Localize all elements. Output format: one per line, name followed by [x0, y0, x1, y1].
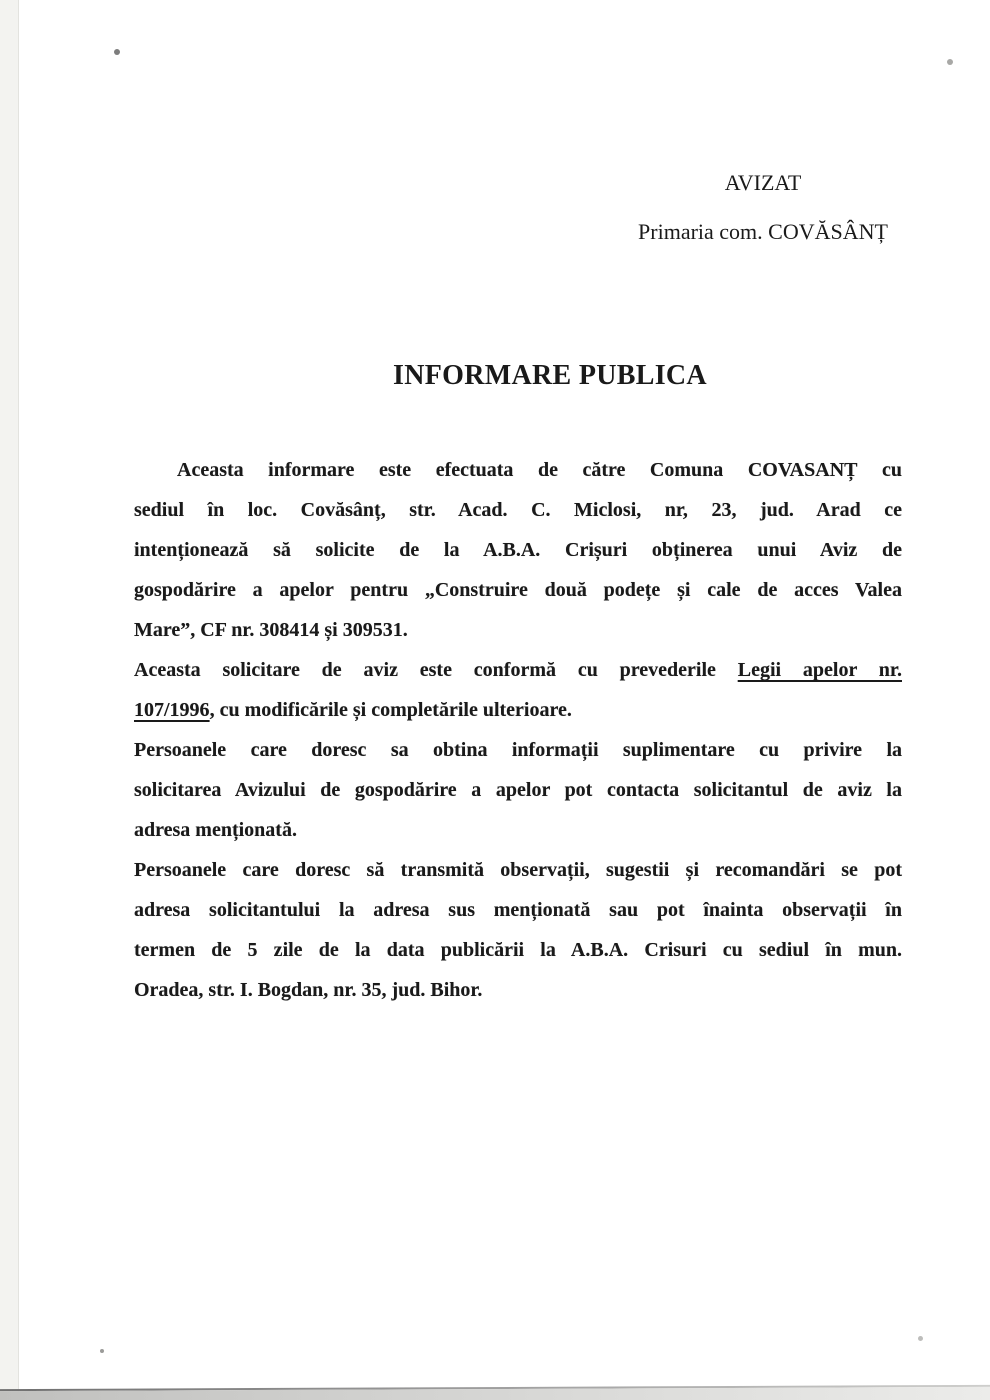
text-segment: , cu modificările și completările ulterioare.	[209, 699, 572, 721]
underlined-law-reference: Legii apelor nr.	[737, 659, 902, 681]
text-segment: Aceasta solicitare de aviz este conformă cu prevederile	[134, 659, 738, 681]
text-line: Persoanele care doresc să transmită observații, sugestii și recomandări se pot	[134, 859, 902, 881]
text-line	[134, 690, 902, 730]
text-line: intenționează să solicite de la A.B.A. Crișuri obținerea unui Aviz de	[134, 539, 902, 561]
paragraph-legal-basis	[134, 650, 902, 730]
text-line: gospodărire a apelor pentru „Construire două podețe și cale de acces Valea	[134, 579, 902, 601]
approval-authority: Primaria com. COVĂSÂNȚ	[638, 219, 888, 244]
document-title: INFORMARE PUBLICA	[393, 360, 707, 391]
scan-speck	[100, 1349, 104, 1353]
text-line: adresa solicitantului la adresa sus menționată sau pot înainta observații în	[134, 899, 902, 921]
text-line: Aceasta informare este efectuata de către Comuna COVASANȚ cu	[177, 459, 902, 481]
text-line: Persoanele care doresc sa obtina informații suplimentare cu privire la	[134, 739, 902, 761]
text-line: termen de 5 zile de la data publicării la A.B.A. Crisuri cu sediul în mun.	[134, 939, 902, 961]
paragraph-contact-info	[134, 730, 902, 850]
text-line: sediul în loc. Covăsânț, str. Acad. C. Miclosi, nr, 23, jud. Arad ce	[134, 499, 902, 521]
scan-speck	[947, 59, 953, 65]
scan-speck	[114, 49, 120, 55]
text-line: solicitarea Avizului de gospodărire a apelor pot contacta solicitantul de aviz la	[134, 779, 902, 801]
scan-speck	[918, 1336, 923, 1341]
underlined-law-reference: 107/1996	[134, 699, 210, 721]
document-body	[134, 450, 902, 1010]
text-line: adresa menționată.	[134, 819, 297, 841]
text-line: Oradea, str. I. Bogdan, nr. 35, jud. Bihor.	[134, 979, 483, 1001]
paragraph-observations	[134, 850, 902, 1010]
approval-status: AVIZAT	[724, 170, 802, 195]
approval-block	[638, 168, 888, 247]
text-line: Mare”, CF nr. 308414 și 309531.	[134, 619, 408, 641]
scanner-edge-strip	[0, 0, 19, 1400]
text-line	[134, 650, 902, 690]
paragraph-intro	[134, 450, 902, 650]
